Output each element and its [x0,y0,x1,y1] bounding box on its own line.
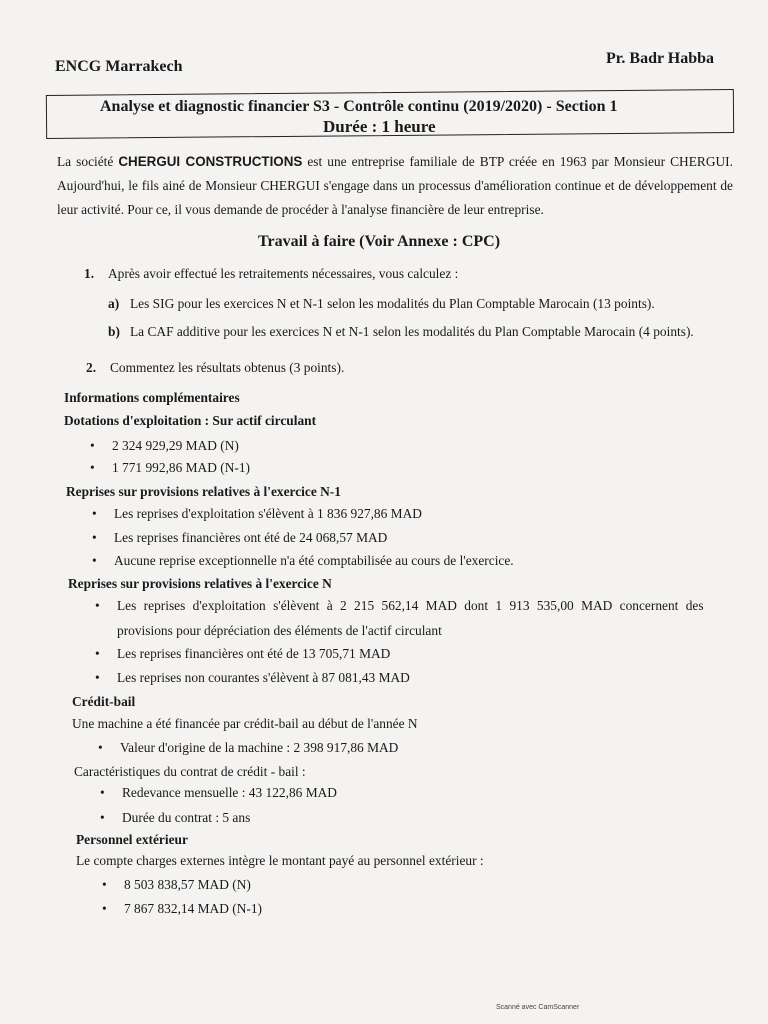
info-title: Informations complémentaires [64,390,240,405]
personnel-title: Personnel extérieur [76,832,188,847]
exam-title: Analyse et diagnostic financier S3 - Contrôle continu (2019/2020) - Section 1 [100,98,618,115]
reprises-n-item: • Les reprises financières ont été de 13 705,71 MAD [117,646,390,662]
reprises-n1-item: • Aucune reprise exceptionnelle n'a été comptabilisée au cours de l'exercice. [114,553,514,569]
question-1a-text: Les SIG pour les exercices N et N-1 selon les modalités du Plan Comptable Marocain (13 points). [130,296,655,311]
question-2-text: Commentez les résultats obtenus (3 points). [110,360,345,375]
reprises-n-title: Reprises sur provisions relatives à l'exercice N [68,576,332,591]
professor-name: Pr. Badr Habba [606,50,715,67]
question-1a-label: a) [108,296,120,311]
question-1-number: 1. [84,266,95,281]
school-name: ENCG Marrakech [55,58,183,75]
exam-duration: Durée : 1 heure [323,117,436,136]
intro-paragraph [57,150,733,222]
reprises-n1-item: • Les reprises d'exploitation s'élèvent à 1 836 927,86 MAD [114,506,422,522]
task-title: Travail à faire (Voir Annexe : CPC) [258,233,501,250]
intro-prefix: La société [57,154,119,169]
contrat-item: • Durée du contrat : 5 ans [122,810,250,826]
question-1b [108,324,694,340]
scanner-watermark: Scanné avec CamScanner [496,1004,580,1011]
question-1b-label: b) [108,324,120,339]
reprises-n-item: • Les reprises d'exploitation s'élèvent à 2 215 562,14 MAD dont 1 913 535,00 MAD concernent des [117,598,737,614]
creditbail-title: Crédit-bail [72,694,136,709]
company-name: CHERGUI CONSTRUCTIONS [118,154,303,169]
question-1 [84,266,459,282]
reprises-n1-title: Reprises sur provisions relatives à l'exercice N-1 [66,484,341,499]
dotations-title: Dotations d'exploitation : Sur actif circulant [64,413,317,428]
dotations-item: • 2 324 929,29 MAD (N) [112,438,239,454]
reprises-n-item: • Les reprises non courantes s'élèvent à 87 081,43 MAD [117,670,410,686]
contrat-title: Caractéristiques du contrat de crédit - bail : [74,764,306,779]
question-2-number: 2. [86,360,97,375]
reprises-n1-item: • Les reprises financières ont été de 24 068,57 MAD [114,530,387,546]
personnel-text: Le compte charges externes intègre le montant payé au personnel extérieur : [76,853,484,868]
contrat-item: • Redevance mensuelle : 43 122,86 MAD [122,785,337,801]
personnel-item: • 8 503 838,57 MAD (N) [124,877,251,893]
question-1b-text: La CAF additive pour les exercices N et N-1 selon les modalités du Plan Comptable Marocain (4 points). [130,324,694,339]
creditbail-text: Une machine a été financée par crédit-bail au début de l'année N [72,716,418,731]
creditbail-valeur: • Valeur d'origine de la machine : 2 398 917,86 MAD [120,740,398,756]
question-1-text: Après avoir effectué les retraitements nécessaires, vous calculez : [108,266,459,281]
reprises-n-item-continuation: provisions pour dépréciation des éléments de l'actif circulant [117,623,442,638]
question-2 [86,360,345,376]
intro-suffix: est une entreprise familiale de BTP créée en 1963 par Monsieur CHERGUI. Aujourd'hui, le fils ainé de Monsieur CHERGUI s'engage dans un processus d'amélioration continue et de développement de leur activité. Pour ce, il vous demande de procéder à l'analyse financière de leur entreprise. [57,154,733,217]
personnel-item: • 7 867 832,14 MAD (N-1) [124,901,262,917]
question-1a [108,296,655,312]
dotations-item: • 1 771 992,86 MAD (N-1) [112,460,250,476]
